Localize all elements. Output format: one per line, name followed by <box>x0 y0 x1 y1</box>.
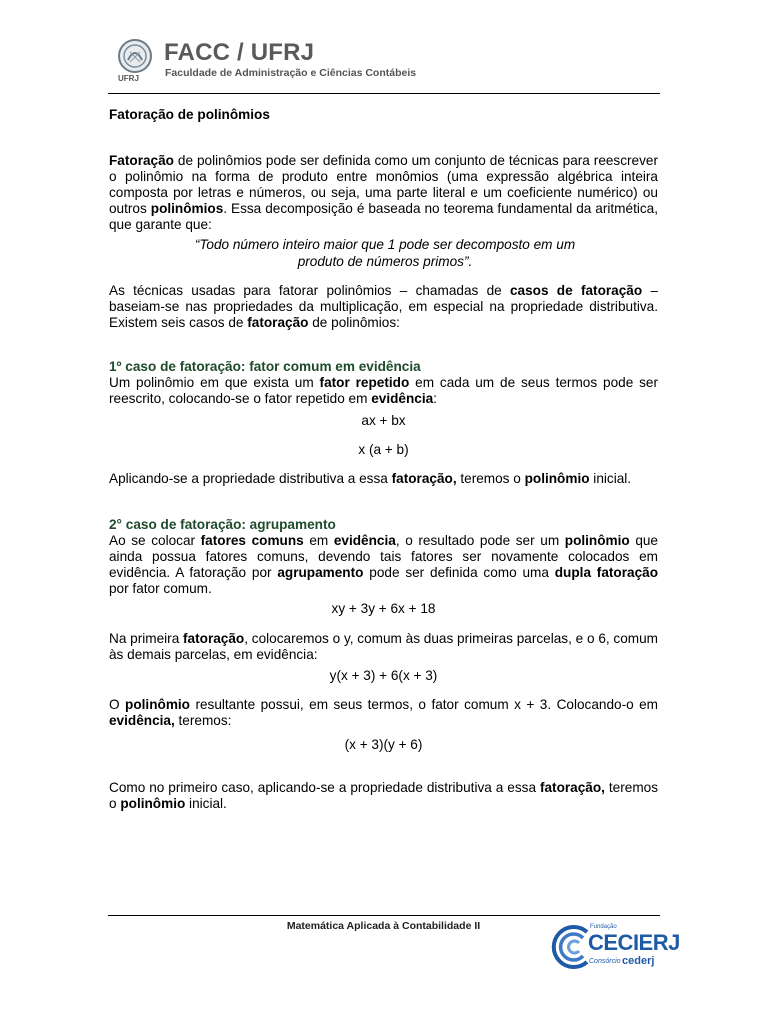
case2-p4-text-2: teremos o <box>109 780 658 811</box>
case2-equation-3: (x + 3)(y + 6) <box>344 737 423 752</box>
case2-text-5: pode ser definida como uma <box>363 565 555 580</box>
header-divider <box>108 93 660 94</box>
tech-text-2: – baseiam-se nas propriedades da multiplicação, em especial na propriedade distributiva. Existem seis casos de <box>109 283 658 330</box>
case1-conclusion <box>109 471 658 487</box>
case1-bold-2: evidência <box>371 391 434 406</box>
case2-title: 2° caso de fatoração: agrupamento <box>109 517 336 532</box>
case1-section <box>109 359 658 407</box>
brand-subtitle: Faculdade de Administração e Ciências Contábeis <box>165 67 417 79</box>
case1-paragraph <box>109 375 658 407</box>
page-header <box>112 36 662 96</box>
intro-text-1: de polinômios pode ser definida como um conjunto de técnicas para reescrever o polinômio na forma de produto entre monômios (uma expressão algébrica inteira composta por letras e números, ou seja, uma parte literal e um coeficiente numérico) ou outros <box>109 153 658 216</box>
case2-p2-bold-1: fatoração <box>183 631 245 646</box>
tech-text-3: de polinômios: <box>308 315 400 330</box>
case2-p3-text-1: O <box>109 697 126 712</box>
case1-bold-1: fator repetido <box>319 375 410 390</box>
case2-bold-3: polinômio <box>564 533 630 548</box>
case1-title: 1º caso de fatoração: fator comum em evidência <box>109 359 421 374</box>
case2-conclusion <box>109 780 658 812</box>
case2-p3-text-3: teremos: <box>174 713 232 728</box>
footer-course-title: Matemática Aplicada à Contabilidade II <box>286 920 481 932</box>
cecierj-logo <box>545 922 680 974</box>
case1-concl-text-3: inicial. <box>589 471 632 486</box>
case2-p4-bold-1: fatoração, <box>539 780 605 795</box>
case1-text-3: : <box>433 391 437 406</box>
tech-text-1: As técnicas usadas para fatorar polinômios – chamadas de <box>109 283 510 298</box>
case1-concl-text-2: teremos o <box>456 471 525 486</box>
case2-paragraph <box>109 533 658 597</box>
cecierj-fundacao: Fundação <box>590 924 617 930</box>
case1-equation-2: x (a + b) <box>358 442 409 457</box>
case2-equation-2: y(x + 3) + 6(x + 3) <box>329 668 438 683</box>
case2-first-factoring <box>109 631 658 663</box>
page-title: Fatoração de polinômios <box>109 107 270 122</box>
brand-title: FACC / UFRJ <box>164 39 315 66</box>
case2-p3-bold-2: evidência, <box>109 713 175 728</box>
intro-text-2: . Essa decomposição é baseada no teorema fundamental da aritmética, que garante que: <box>109 201 658 232</box>
case2-bold-4: agrupamento <box>277 565 364 580</box>
case2-text-2: em <box>303 533 334 548</box>
cecierj-swoosh-icon <box>547 924 592 970</box>
theorem-quote <box>160 236 610 270</box>
case1-text-2: em cada um de seus termos pode ser reescrito, colocando-se o fator repetido em <box>109 375 659 406</box>
case2-section <box>109 517 658 597</box>
case2-text-3: , o resultado pode ser um <box>395 533 565 548</box>
tech-bold-2: fatoração <box>247 315 309 330</box>
cecierj-cederj: cederj <box>622 955 655 967</box>
case1-text-1: Um polinômio em que exista um <box>109 375 320 390</box>
case1-concl-bold-2: polinômio <box>524 471 590 486</box>
case2-p3-text-2: resultante possui, em seus termos, o fator comum x + 3. Colocando-o em <box>189 697 659 712</box>
techniques-paragraph <box>109 283 658 331</box>
case2-p2-text-1: Na primeira <box>109 631 184 646</box>
case2-text-1: Ao se colocar <box>109 533 201 548</box>
case2-bold-5: dupla fatoração <box>554 565 658 580</box>
seal-label: UFRJ <box>118 74 139 83</box>
case2-p4-bold-2: polinômio <box>120 796 186 811</box>
case2-text-6: por fator comum. <box>109 581 212 596</box>
cecierj-consorcio: Consórcio <box>589 958 621 965</box>
intro-bold-2: polinômios <box>150 201 224 216</box>
tech-bold-1: casos de fatoração <box>509 283 643 298</box>
case2-resulting <box>109 697 658 729</box>
case1-concl-text-1: Aplicando-se a propriedade distributiva a essa <box>109 471 392 486</box>
case2-text-4: que ainda possua fatores comuns, devendo tais fatores ser novamente colocados em evidência. A fatoração por <box>109 533 658 580</box>
case2-p2-text-2: , colocaremos o y, comum às duas primeiras parcelas, e o 6, comum às demais parcelas, em evidência: <box>109 631 658 662</box>
intro-paragraph <box>109 153 658 233</box>
intro-bold-1: Fatoração <box>109 153 174 168</box>
case2-equation-1: xy + 3y + 6x + 18 <box>331 601 436 616</box>
case2-p3-bold-1: polinômio <box>125 697 190 712</box>
case2-bold-1: fatores comuns <box>200 533 304 548</box>
case2-p4-text-3: inicial. <box>185 796 227 811</box>
case2-bold-2: evidência <box>333 533 396 548</box>
case1-concl-bold-1: fatoração, <box>391 471 457 486</box>
quote-line-2: produto de números primos”. <box>297 254 473 269</box>
case2-p4-text-1: Como no primeiro caso, aplicando-se a propriedade distributiva a essa <box>109 780 540 795</box>
quote-line-1: “Todo número inteiro maior que 1 pode ser decomposto em um <box>194 237 576 252</box>
footer-divider <box>108 915 660 916</box>
case1-equation-1: ax + bx <box>361 413 406 428</box>
cecierj-name: CECIERJ <box>588 930 680 955</box>
